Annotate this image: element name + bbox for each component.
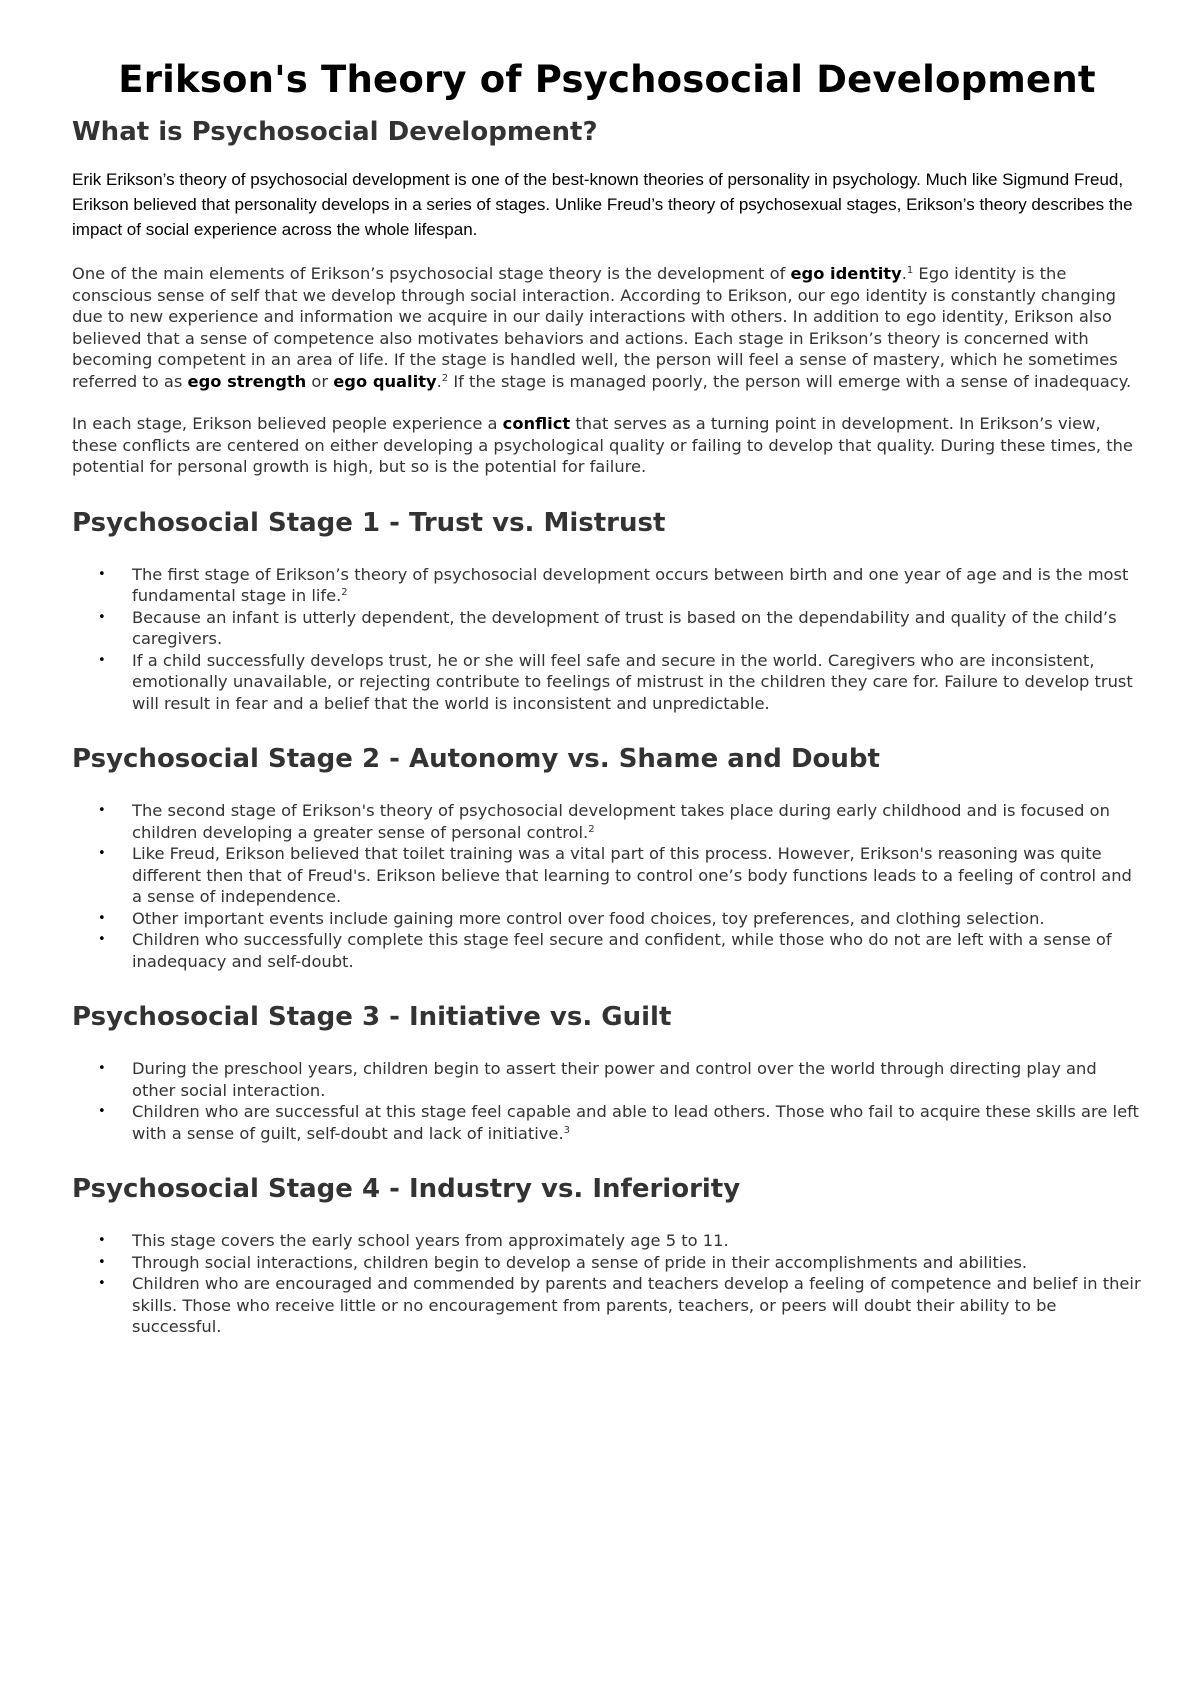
list-item: • Through social interactions, children begin to develop a sense of pride in their accomplishments and abilities. <box>132 1252 1142 1274</box>
footnote-ref: 2 <box>588 823 595 835</box>
list-item: • The first stage of Erikson’s theory of psychosocial development occurs between birth and one year of age and is the most fundamental stage in life.$^2$ <box>132 564 1142 607</box>
intro-heading: What is Psychosocial Development? <box>72 117 598 147</box>
list-item: • Children who are encouraged and commended by parents and teachers develop a feeling of competence and belief in their skills. Those who receive little or no encouragement from parents, teachers, or peers will doubt their ability to be successful. <box>132 1273 1142 1338</box>
stage-2-list <box>72 800 1142 972</box>
footnote-ref: 2 <box>441 372 449 384</box>
list-item: • Children who successfully complete this stage feel secure and confident, while those who do not are left with a sense of inadequacy and self-doubt. <box>132 929 1142 972</box>
intro-paragraph-2: One of the main elements of Erikson’s psychosocial stage theory is the development of ego identity.$^1$ Ego identity is the conscious sense of self that we develop through social interaction. According to Erikson, our ego identity is constantly changing due to new experience and information we acquire in our daily interactions with others. In addition to ego identity, Erikson also believed that a sense of competence also motivates behaviors and actions. Each stage in Erikson’s theory is concerned with becoming competent in an area of life. If the stage is handled well, the person will feel a sense of mastery, which he sometimes referred to as ego strength or ego quality.$^2$ If the stage is managed poorly, the person will emerge with a sense of inadequacy. <box>72 264 1132 391</box>
intro-paragraph-1: Erik Erikson’s theory of psychosocial development is one of the best-known theories of personality in psychology. Much like Sigmund Freud, Erikson believed that personality develops in a series of stages. Unlike Freud’s theory of psychosexual stages, Erikson’s theory describes the impact of social experience across the whole lifespan. <box>72 170 1133 239</box>
list-item: • Because an infant is utterly dependent, the development of trust is based on the dependability and quality of the child’s caregivers. <box>132 607 1142 650</box>
list-item: • Children who are successful at this stage feel capable and able to lead others. Those who fail to acquire these skills are left with a sense of guilt, self-doubt and lack of initiative.$^3$ <box>132 1101 1142 1144</box>
stage-2-heading: Psychosocial Stage 2 - Autonomy vs. Shame and Doubt <box>72 744 880 774</box>
list-item: • During the preschool years, children begin to assert their power and control over the world through directing play and other social interaction. <box>132 1058 1142 1101</box>
list-item: • Other important events include gaining more control over food choices, toy preferences, and clothing selection. <box>132 908 1142 930</box>
list-item: • Like Freud, Erikson believed that toilet training was a vital part of this process. However, Erikson's reasoning was quite different then that of Freud's. Erikson believe that learning to control one’s body functions leads to a feeling of control and a sense of independence. <box>132 843 1142 908</box>
page-title: Erikson's Theory of Psychosocial Development <box>118 58 1096 101</box>
stage-4-list <box>72 1230 1142 1338</box>
footnote-ref: 2 <box>341 587 348 598</box>
stage-3-heading: Psychosocial Stage 3 - Initiative vs. Guilt <box>72 1002 672 1032</box>
list-item: • This stage covers the early school years from approximately age 5 to 11. <box>132 1230 1142 1252</box>
term-ego-identity: ego identity <box>790 264 902 283</box>
stage-1-heading: Psychosocial Stage 1 - Trust vs. Mistrust <box>72 507 666 538</box>
footnote-ref: 1 <box>906 265 914 276</box>
stage-3-list <box>72 1058 1142 1144</box>
intro-paragraph-3: In each stage, Erikson believed people experience a conflict that serves as a turning point in development. In Erikson’s view, these conflicts are centered on either developing a psychological quality or failing to develop that quality. During these times, the potential for personal growth is high, but so is the potential for failure. <box>72 414 1133 476</box>
term-ego-strength: ego strength <box>187 371 307 391</box>
stage-1-list <box>72 564 1142 715</box>
footnote-ref: 3 <box>563 1124 571 1136</box>
term-ego-quality: ego quality <box>333 371 437 391</box>
stage-4-heading: Psychosocial Stage 4 - Industry vs. Inferiority <box>72 1174 741 1204</box>
list-item: • If a child successfully develops trust, he or she will feel safe and secure in the world. Caregivers who are inconsistent, emotionally unavailable, or rejecting contribute to feelings of mistrust in the children they care for. Failure to develop trust will result in fear and a belief that the world is inconsistent and unpredictable. <box>132 650 1142 715</box>
list-item: • The second stage of Erikson's theory of psychosocial development takes place during early childhood and is focused on children developing a greater sense of personal control.$^2$ <box>132 800 1142 843</box>
document-page <box>72 58 1142 1338</box>
term-conflict: conflict <box>502 414 571 433</box>
